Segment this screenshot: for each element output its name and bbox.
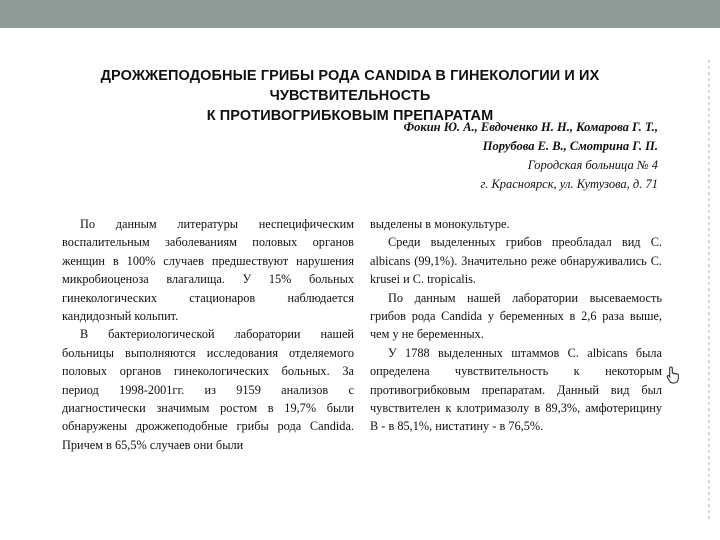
authors-line2: Порубова Е. В., Смотрина Г. П. — [482, 139, 658, 153]
slide-header-bar — [0, 0, 720, 28]
left-paragraph-2: В бактериологической лаборатории нашей больницы выполняются исследования отделяемого половых органов гинекологических больных. За период 1998-2001гг. из 9159 анализов с диагностически значимым ростом в 19,7% были обнаружены дрожжеподобные грибы рода Candida. Причем в 65,5% случаев они были — [62, 327, 354, 452]
address: г. Красноярск, ул. Кутузова, д. 71 — [480, 177, 658, 191]
right-text-column — [370, 215, 662, 436]
author-block — [338, 118, 658, 194]
page-edge-divider — [708, 60, 710, 520]
affiliation: Городская больница № 4 — [527, 158, 658, 172]
right-paragraph-4: У 1788 выделенных штаммов C. albicans была определена чувствительность к некоторым противогрибковым препаратам. Данный вид был чувствителен к клотримазолу в 89,3%, амфотерицину В - в 85,1%, нистатину - в 76,5%. — [370, 345, 662, 434]
hand-pointer-icon — [666, 366, 680, 384]
left-paragraph-1: По данным литературы неспецифическим воспалительным заболеваниям половых органов женщин в 100% случаев предшествуют нарушения микробиоценоза влагалища. У 15% больных гинекологических стационаров наблюдается кандидозный кольпит. — [62, 217, 354, 324]
article-title — [50, 66, 650, 126]
right-paragraph-3: По данным нашей лаборатории высеваемость грибов рода Candida у беременных в 2,6 раза выше, чем у не беременных. — [370, 290, 662, 342]
left-text-column — [62, 215, 354, 454]
article-title-line1: ДРОЖЖЕПОДОБНЫЕ ГРИБЫ РОДА CANDIDA В ГИНЕКОЛОГИИ И ИХ ЧУВСТВИТЕЛЬНОСТЬ — [100, 68, 600, 104]
authors-line1: Фокин Ю. А., Евдоченко Н. Н., Комарова Г. Т., — [403, 120, 658, 134]
right-paragraph-2: Среди выделенных грибов преобладал вид C. albicans (99,1%). Значительно реже обнаруживались C. krusei и C. tropicalis. — [370, 235, 662, 287]
article-title-line2: К ПРОТИВОГРИБКОВЫМ ПРЕПАРАТАМ — [206, 108, 494, 124]
right-paragraph-1: выделены в монокультуре. — [370, 217, 510, 231]
